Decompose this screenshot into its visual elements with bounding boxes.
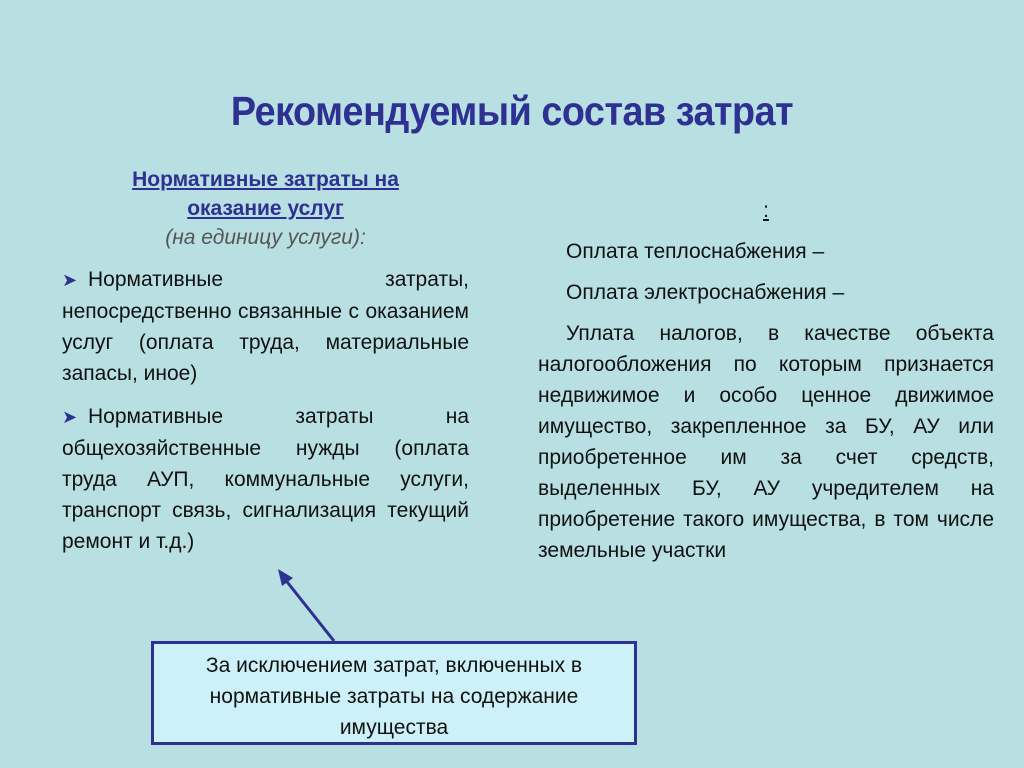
bullet-text: Нормативные затраты, непосредственно связанные с оказанием услуг (оплата труда, материальные запасы, иное) [62, 268, 469, 385]
left-heading [62, 165, 469, 223]
right-item-taxes: Уплата налогов, в качестве объекта налогообложения по которым признается недвижимое и особо ценное движимое имущество, закрепленное за БУ, АУ или приобретенное им за счет средств, выделенных БУ, АУ учредителем на приобретение такого имущества, в том числе земельные участки [538, 322, 994, 562]
bullet-text: Нормативные затраты на общехозяйственные нужды (оплата труда АУП, коммунальные услуги, транспорт связь, сигнализация текущий ремонт и т.д.) [62, 405, 469, 553]
right-item-electricity: Оплата электроснабжения – [566, 281, 845, 304]
left-column [62, 165, 469, 557]
arrowhead-bullet-icon: ➤ [62, 270, 78, 290]
right-item-heating: Оплата теплоснабжения – [566, 240, 825, 263]
left-heading-line2: оказание услуг [187, 197, 344, 220]
arrowhead-bullet-icon: ➤ [62, 407, 78, 427]
list-item [62, 401, 469, 557]
right-colon: : [763, 199, 769, 222]
callout-box: За исключением затрат, включенных в нормативные затраты на содержание имущества [151, 641, 637, 745]
left-heading-line1: Нормативные затраты на [132, 168, 399, 191]
right-column [538, 195, 994, 566]
left-subheading: (на единицу услуги): [165, 226, 366, 249]
slide-title: Рекомендуемый состав затрат [230, 88, 794, 134]
list-item [62, 264, 469, 389]
